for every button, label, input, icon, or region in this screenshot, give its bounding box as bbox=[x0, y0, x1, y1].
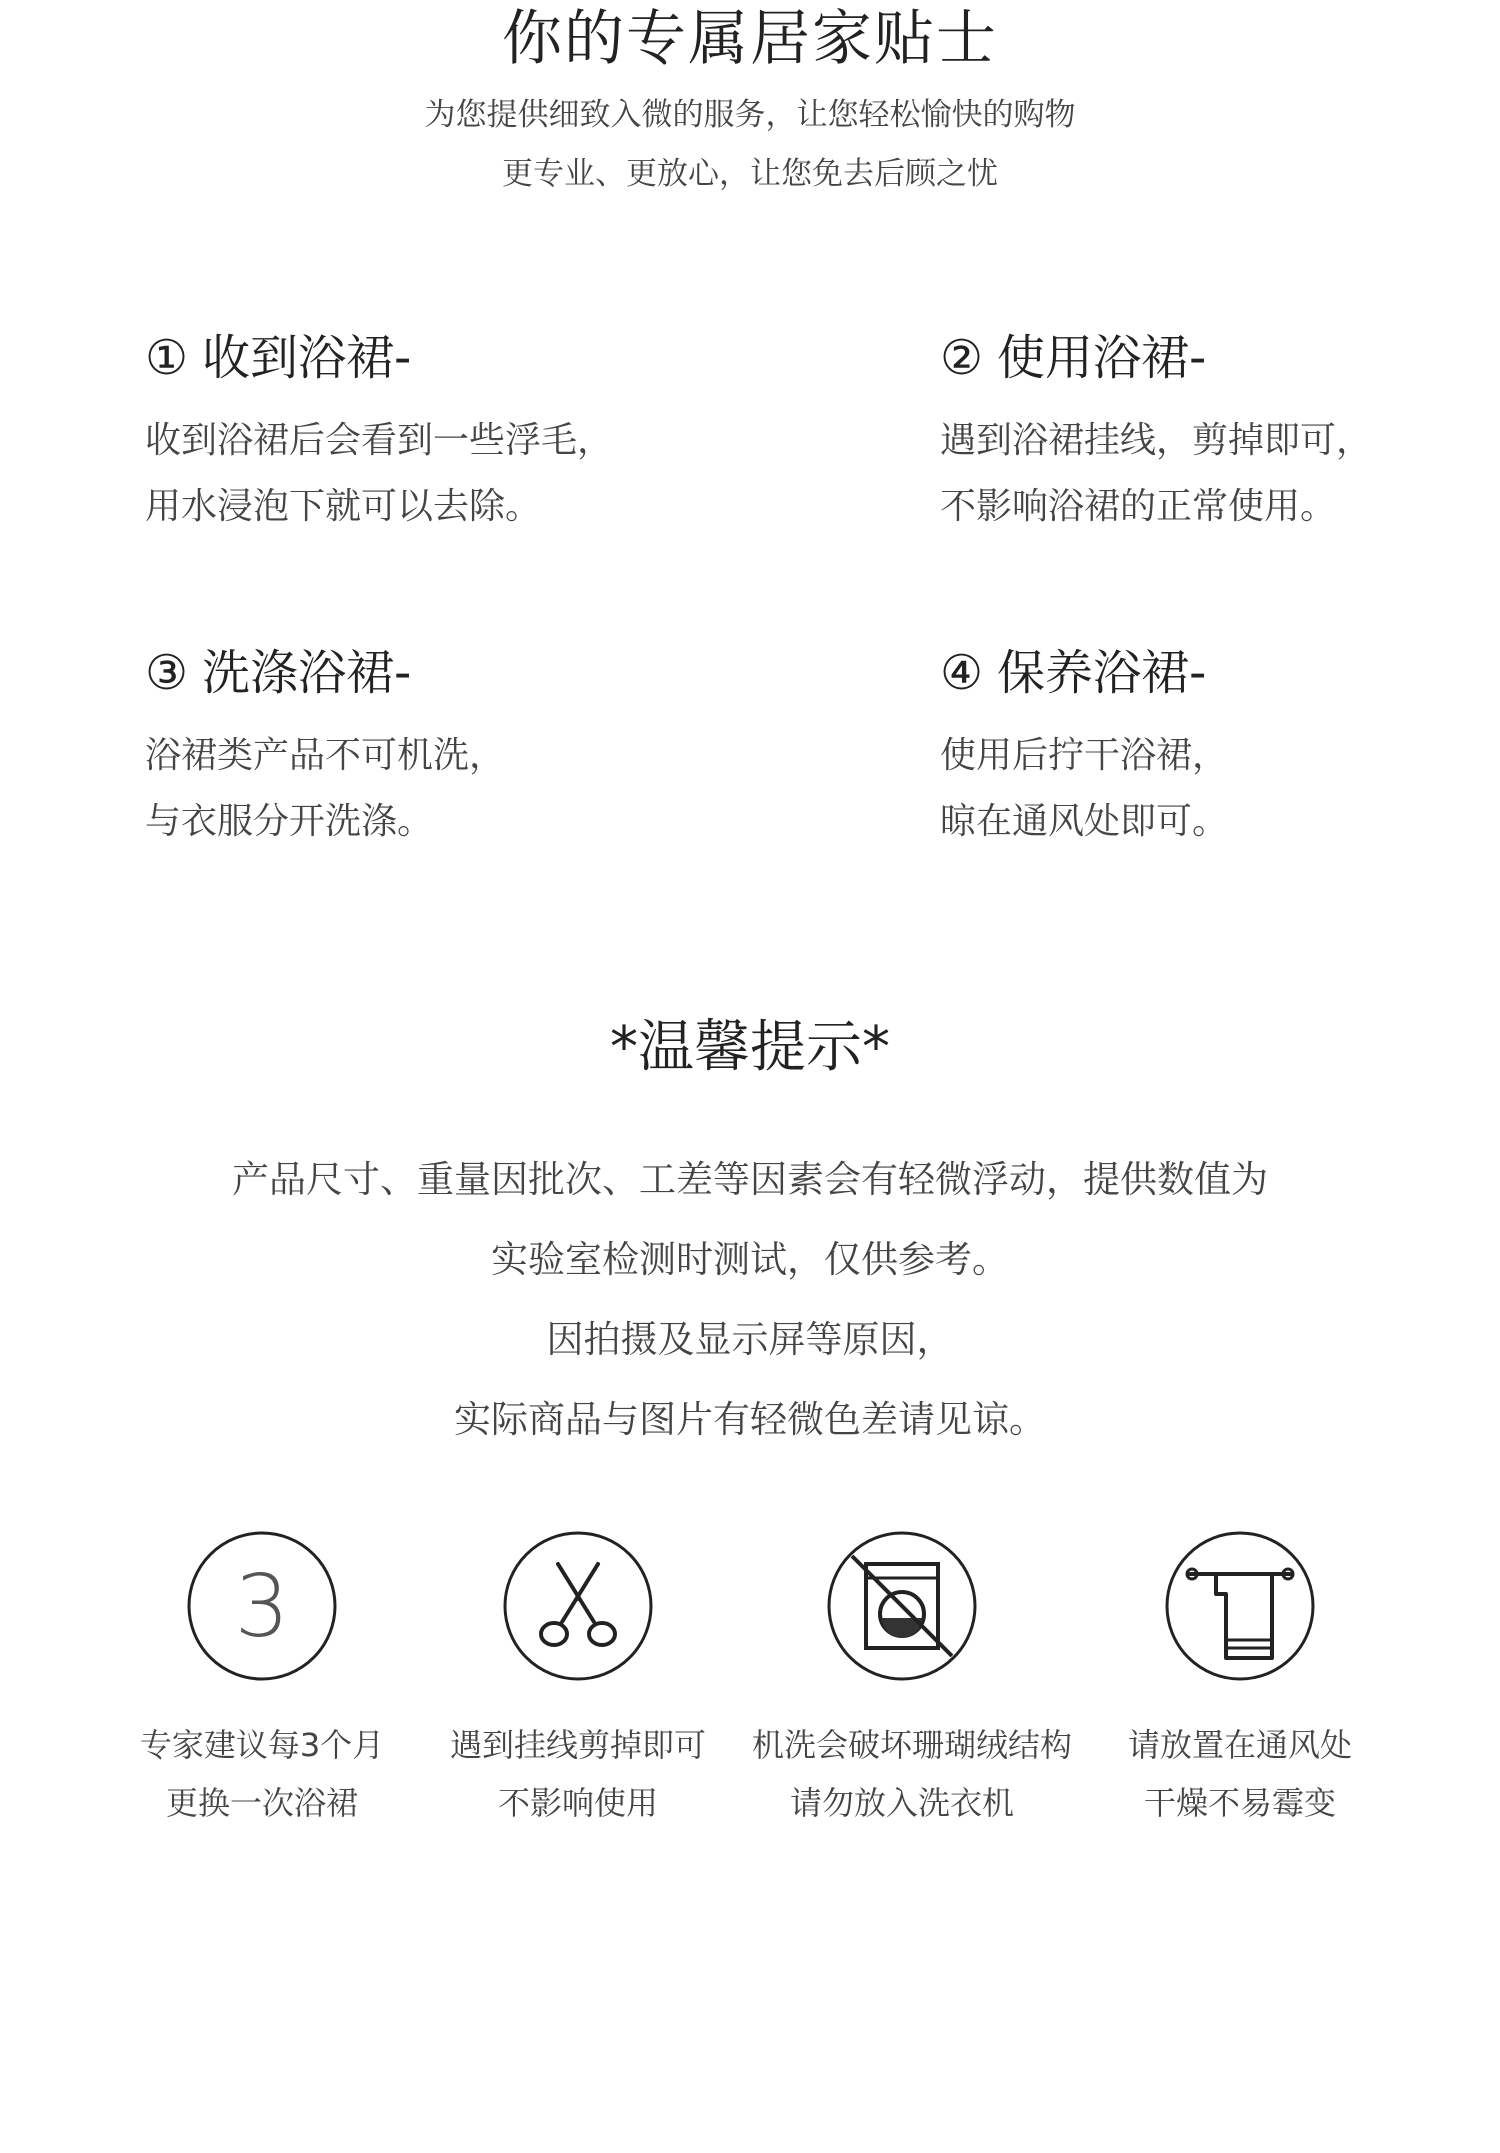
number-three-icon bbox=[186, 1530, 338, 1682]
tip-number: ③ bbox=[145, 645, 189, 701]
tip-body-line: 使用后拧干浴裙， bbox=[940, 735, 1229, 776]
tip-body-line: 与衣服分开洗涤。 bbox=[145, 801, 434, 842]
tip-maintain bbox=[940, 643, 1500, 855]
care-caption-line: 机洗会破坏珊瑚绒结构 bbox=[752, 1726, 1073, 1764]
tip-body-line: 收到浴裙后会看到一些浮毛， bbox=[145, 420, 614, 461]
care-caption bbox=[752, 1716, 1073, 1832]
care-caption-line: 不影响使用 bbox=[497, 1784, 658, 1822]
tip-body bbox=[145, 408, 705, 540]
care-item-trim bbox=[428, 1530, 728, 1832]
tip-number: ② bbox=[940, 330, 984, 386]
care-item-replace bbox=[112, 1530, 412, 1832]
care-caption bbox=[428, 1716, 728, 1832]
tip-number: ① bbox=[145, 330, 189, 386]
tip-heading-text: 使用浴裙- bbox=[997, 330, 1207, 386]
care-item-no-machine-wash bbox=[752, 1530, 1073, 1832]
care-caption-line: 专家建议每3个月 bbox=[139, 1726, 385, 1764]
subtitle-line-1: 为您提供细致入微的服务，让您轻松愉快的购物 bbox=[424, 97, 1076, 133]
scissors-icon bbox=[502, 1530, 654, 1682]
care-item-ventilate bbox=[1090, 1530, 1390, 1832]
care-caption bbox=[112, 1716, 412, 1832]
page-title: 你的专属居家贴士 bbox=[502, 4, 998, 74]
towel-rack-icon bbox=[1164, 1530, 1316, 1682]
tip-wash bbox=[145, 643, 705, 855]
notice-line: 实际商品与图片有轻微色差请见谅。 bbox=[454, 1398, 1046, 1441]
care-caption-line: 遇到挂线剪掉即可 bbox=[449, 1726, 706, 1764]
three-glyph: 3 bbox=[234, 1557, 290, 1657]
tip-heading bbox=[145, 643, 705, 703]
tip-receive bbox=[145, 328, 705, 540]
notice-line: 因拍摄及显示屏等原因， bbox=[546, 1318, 954, 1361]
notice-line: 产品尺寸、重量因批次、工差等因素会有轻微浮动，提供数值为 bbox=[232, 1158, 1268, 1201]
notice-title: *温馨提示* bbox=[610, 1015, 890, 1080]
tip-body-line: 晾在通风处即可。 bbox=[940, 801, 1229, 842]
tip-body bbox=[145, 723, 705, 855]
care-caption-line: 干燥不易霉变 bbox=[1143, 1784, 1336, 1822]
tip-body-line: 浴裙类产品不可机洗， bbox=[145, 735, 506, 776]
tip-number: ④ bbox=[940, 645, 984, 701]
subtitle-line-2: 更专业、更放心，让您免去后顾之忧 bbox=[502, 156, 998, 192]
tip-body-line: 遇到浴裙挂线，剪掉即可， bbox=[940, 420, 1373, 461]
tip-heading bbox=[145, 328, 705, 388]
tip-heading-text: 洗涤浴裙- bbox=[202, 645, 412, 701]
tip-heading bbox=[940, 328, 1500, 388]
tip-body-line: 用水浸泡下就可以去除。 bbox=[145, 486, 542, 527]
care-caption bbox=[1090, 1716, 1390, 1832]
tip-heading bbox=[940, 643, 1500, 703]
tip-body bbox=[940, 723, 1500, 855]
care-caption-line: 请放置在通风处 bbox=[1127, 1726, 1352, 1764]
care-caption-line: 请勿放入洗衣机 bbox=[789, 1784, 1014, 1822]
tip-heading-text: 保养浴裙- bbox=[997, 645, 1207, 701]
tip-body bbox=[940, 408, 1500, 540]
care-caption-line: 更换一次浴裙 bbox=[165, 1784, 358, 1822]
notice-line: 实验室检测时测试，仅供参考。 bbox=[491, 1238, 1009, 1281]
no-machine-wash-icon bbox=[826, 1530, 978, 1682]
tip-body-line: 不影响浴裙的正常使用。 bbox=[940, 486, 1337, 527]
tip-use bbox=[940, 328, 1500, 540]
tip-heading-text: 收到浴裙- bbox=[202, 330, 412, 386]
